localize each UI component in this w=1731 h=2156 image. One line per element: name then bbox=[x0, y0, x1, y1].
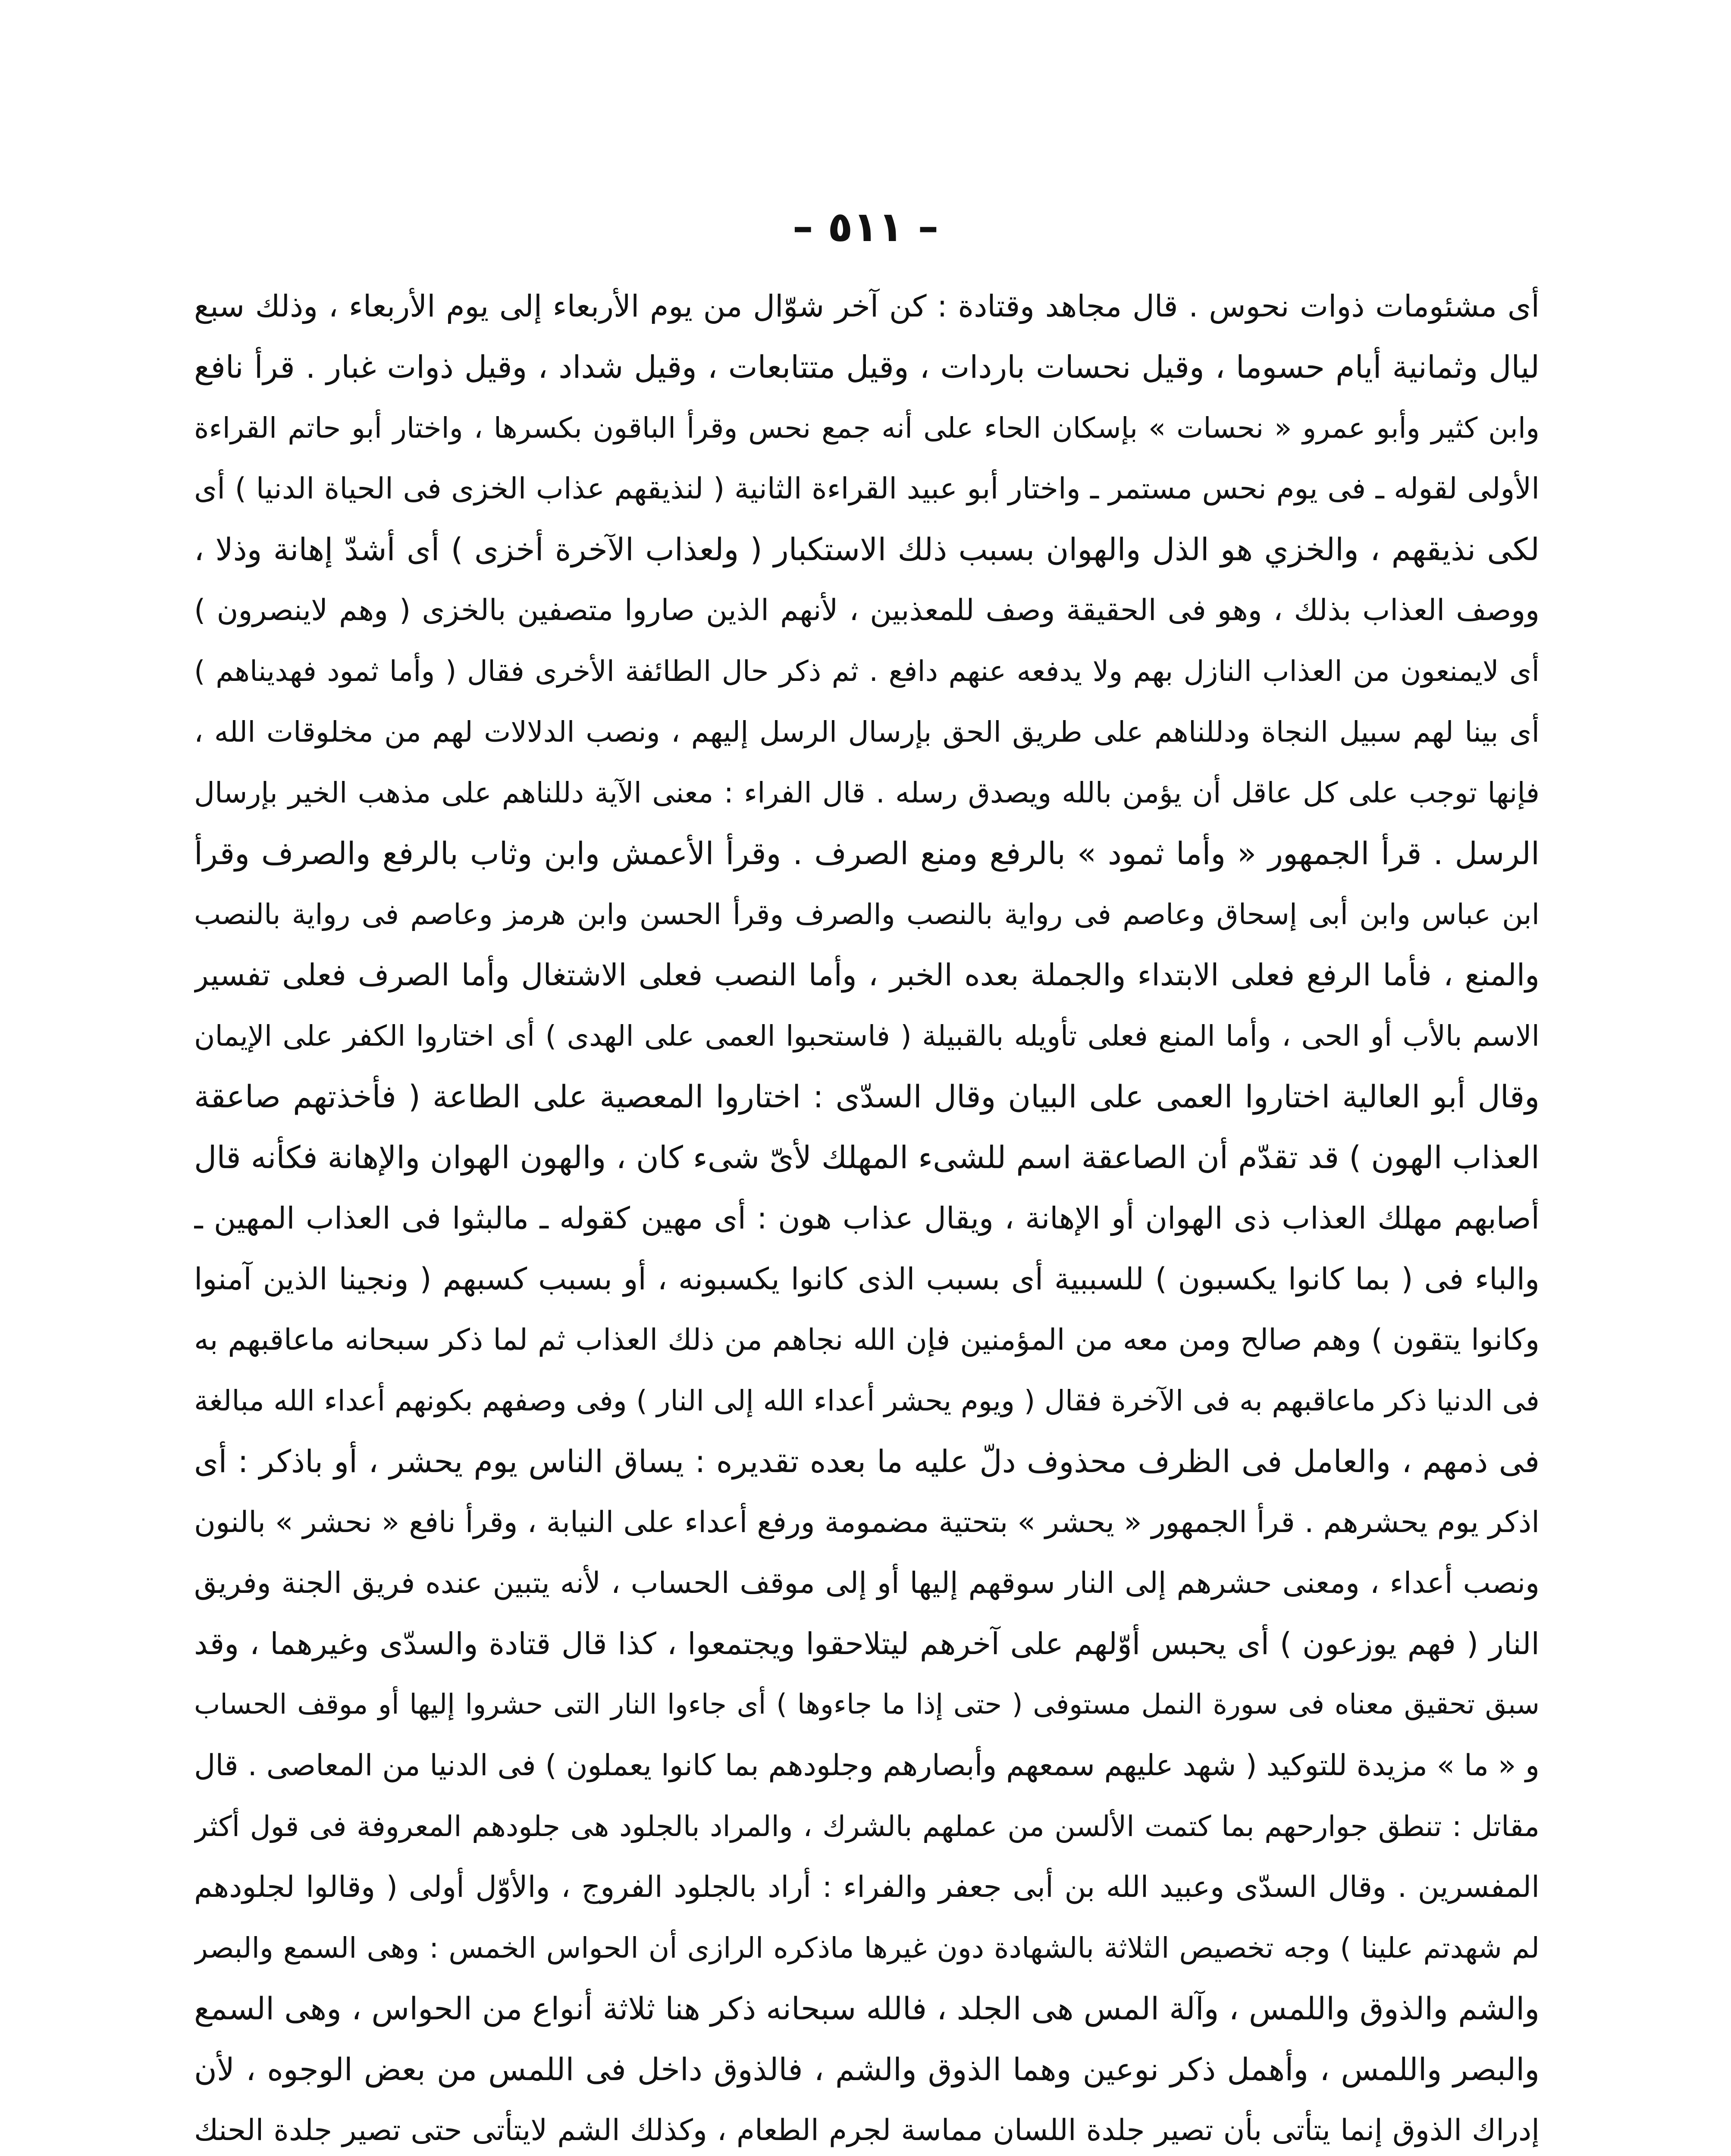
text-line: ليال وثمانية أيام حسوما ، وقيل نحسات باردات ، وقيل متتابعات ، وقيل شداد ، وقيل ذوات غبار . قرأ نافع bbox=[194, 349, 1540, 385]
text-line: المفسرين . وقال السدّى وعبيد الله بن أبى جعفر والفراء : أراد بالجلود الفروج ، والأوّل أولى ( وقالوا لجلودهم bbox=[194, 1870, 1540, 1904]
text-body bbox=[194, 276, 1540, 2156]
text-line: و « ما » مزيدة للتوكيد ( شهد عليهم سمعهم وأبصارهم وجلودهم بما كانوا يعملون ) فى الدنيا من المعاصى . قال bbox=[194, 1749, 1540, 1783]
text-line: وابن كثير وأبو عمرو « نحسات » بإسكان الحاء على أنه جمع نحس وقرأ الباقون بكسرها ، واختار أبو حاتم القراءة bbox=[194, 411, 1540, 445]
text-line: مقاتل : تنطق جوارحهم بما كتمت الألسن من عملهم بالشرك ، والمراد بالجلود هى جلودهم المعروفة فى قول أكثر bbox=[194, 1810, 1540, 1843]
text-line: سبق تحقيق معناه فى سورة النمل مستوفى ( حتى إذا ما جاءوها ) أى جاءوا النار التى حشروا إليها أو موقف الحساب bbox=[194, 1689, 1540, 1720]
text-line: أى بينا لهم سبيل النجاة ودللناهم على طريق الحق بإرسال الرسل إليهم ، ونصب الدلالات لهم من مخلوقات الله ، bbox=[194, 715, 1540, 749]
text-line: ونصب أعداء ، ومعنى حشرهم إلى النار سوقهم إليها أو إلى موقف الحساب ، لأنه يتبين عنده فريق الجنة وفريق bbox=[194, 1566, 1540, 1600]
text-line: والشم والذوق واللمس ، وآلة المس هى الجلد ، فالله سبحانه ذكر هنا ثلاثة أنواع من الحواس ، وهى السمع bbox=[194, 1990, 1540, 2027]
text-line: ابن عباس وابن أبى إسحاق وعاصم فى رواية بالنصب والصرف وقرأ الحسن وابن هرمز وعاصم فى رواية بالنصب bbox=[194, 898, 1540, 931]
text-line: والبصر واللمس ، وأهمل ذكر نوعين وهما الذوق والشم ، فالذوق داخل فى اللمس من بعض الوجوه ، لأن bbox=[194, 2051, 1540, 2087]
text-line: الأولى لقوله ـ فى يوم نحس مستمر ـ واختار أبو عبيد القراءة الثانية ( لنذيقهم عذاب الخزى فى الحياة الدنيا ) أى bbox=[194, 472, 1540, 506]
text-line: لكى نذيقهم ، والخزي هو الذل والهوان بسبب ذلك الاستكبار ( ولعذاب الآخرة أخزى ) أى أشدّ إهانة وذلا ، bbox=[194, 531, 1540, 567]
text-line: فى الدنيا ذكر ماعاقبهم به فى الآخرة فقال ( ويوم يحشر أعداء الله إلى النار ) وفى وصفهم بكونهم أعداء الله مبالغة bbox=[194, 1384, 1540, 1417]
text-line: الرسل . قرأ الجمهور « وأما ثمود » بالرفع ومنع الصرف . وقرأ الأعمش وابن وثاب بالرفع والصرف وقرأ bbox=[194, 835, 1540, 871]
text-line: أى لايمنعون من العذاب النازل بهم ولا يدفعه عنهم دافع . ثم ذكر حال الطائفة الأخرى فقال ( وأما ثمود فهديناهم ) bbox=[194, 655, 1540, 688]
text-line: فإنها توجب على كل عاقل أن يؤمن بالله ويصدق رسله . قال الفراء : معنى الآية دللناهم على مذهب الخير بإرسال bbox=[194, 776, 1540, 809]
text-line: الاسم بالأب أو الحى ، وأما المنع فعلى تأويله بالقبيلة ( فاستحبوا العمى على الهدى ) أى اختاروا الكفر على الإيمان bbox=[194, 1019, 1540, 1053]
text-line: فى ذمهم ، والعامل فى الظرف محذوف دلّ عليه ما بعده تقديره : يساق الناس يوم يحشر ، أو باذكر : أى bbox=[194, 1443, 1540, 1479]
text-line: ووصف العذاب بذلك ، وهو فى الحقيقة وصف للمعذبين ، لأنهم الذين صاروا متصفين بالخزى ( وهم لاينصرون ) bbox=[194, 593, 1540, 627]
text-line: والباء فى ( بما كانوا يكسبون ) للسببية أى بسبب الذى كانوا يكسبونه ، أو بسبب كسبهم ( ونجينا الذين آمنوا bbox=[194, 1261, 1540, 1297]
text-line: وقال أبو العالية اختاروا العمى على البيان وقال السدّى : اختاروا المعصية على الطاعة ( فأخذتهم صاعقة bbox=[194, 1078, 1540, 1115]
text-line: أى مشئومات ذوات نحوس . قال مجاهد وقتادة : كن آخر شوّال من يوم الأربعاء إلى يوم الأربعاء ، وذلك سبع bbox=[194, 288, 1540, 324]
text-line: اذكر يوم يحشرهم . قرأ الجمهور « يحشر » بتحتية مضمومة ورفع أعداء على النيابة ، وقرأ نافع « نحشر » بالنون bbox=[194, 1505, 1540, 1539]
text-line: لم شهدتم علينا ) وجه تخصيص الثلاثة بالشهادة دون غيرها ماذكره الرازى أن الحواس الخمس : وهى السمع والبصر bbox=[194, 1931, 1540, 1965]
text-line: والمنع ، فأما الرفع فعلى الابتداء والجملة بعده الخبر ، وأما النصب فعلى الاشتغال وأما الصرف فعلى تفسير bbox=[194, 957, 1540, 993]
text-line: العذاب الهون ) قد تقدّم أن الصاعقة اسم للشىء المهلك لأىّ شىء كان ، والهون الهوان والإهانة فكأنه قال bbox=[194, 1139, 1540, 1175]
text-line: النار ( فهم يوزعون ) أى يحبس أوّلهم على آخرهم ليتلاحقوا ويجتمعوا ، كذا قال قتادة والسدّى وغيرهما ، وقد bbox=[194, 1626, 1540, 1661]
text-line: أصابهم مهلك العذاب ذى الهوان أو الإهانة ، ويقال عذاب هون : أى مهين كقوله ـ مالبثوا فى العذاب المهين ـ bbox=[194, 1200, 1540, 1236]
text-line: إدراك الذوق إنما يتأتى بأن تصير جلدة اللسان مماسة لجرم الطعام ، وكذلك الشم لايتأتى حتى تصير جلدة الحنك bbox=[194, 2113, 1540, 2147]
text-line: وكانوا يتقون ) وهم صالح ومن معه من المؤمنين فإن الله نجاهم من ذلك العذاب ثم لما ذكر سبحانه ماعاقبهم به bbox=[194, 1323, 1540, 1357]
page-number: – ٥١١ – bbox=[792, 203, 939, 251]
